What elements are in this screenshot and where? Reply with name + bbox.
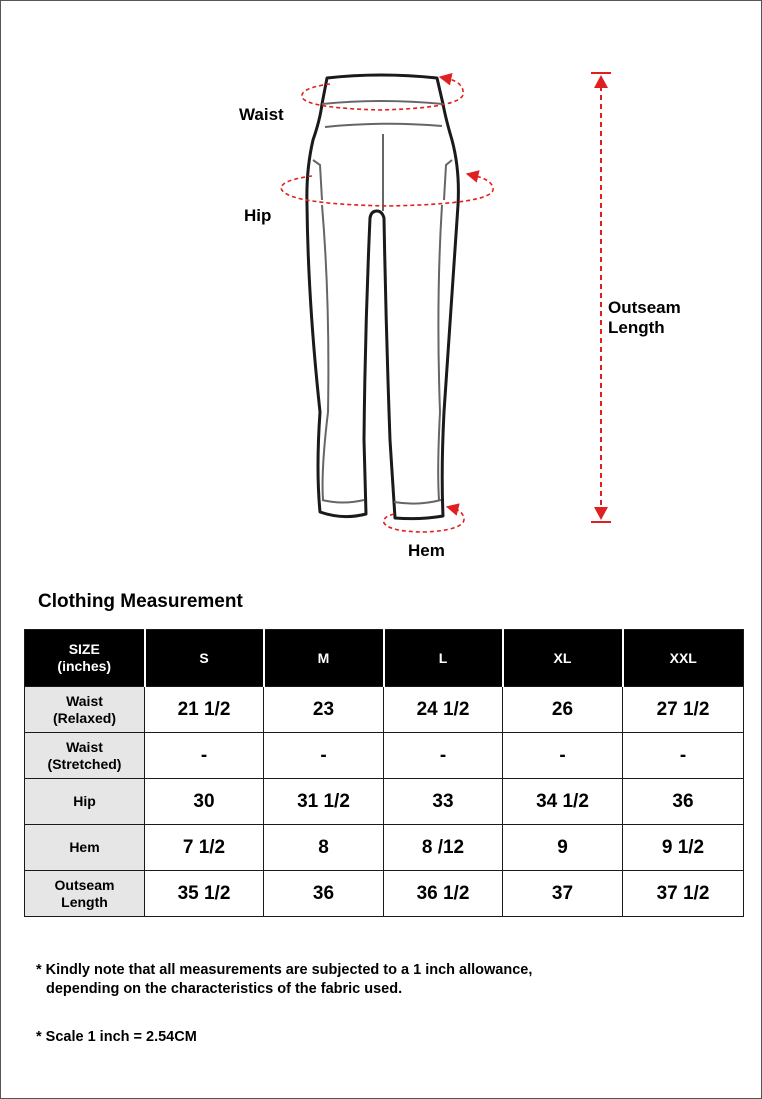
table-row-hip bbox=[25, 779, 744, 825]
table-cell: 9 bbox=[503, 825, 623, 871]
row-label: Outseam Length bbox=[25, 871, 145, 917]
hip-label: Hip bbox=[244, 206, 272, 225]
table-cell: 24 1/2 bbox=[384, 687, 503, 733]
table-row-hem bbox=[25, 825, 744, 871]
row-label: Hem bbox=[25, 825, 145, 871]
table-cell: 9 1/2 bbox=[623, 825, 744, 871]
table-cell: - bbox=[264, 733, 384, 779]
table-cell: 8 /12 bbox=[384, 825, 503, 871]
table-cell: 26 bbox=[503, 687, 623, 733]
size-corner-cell bbox=[25, 630, 145, 687]
section-title: Clothing Measurement bbox=[38, 591, 243, 612]
table-cell: 36 bbox=[623, 779, 744, 825]
size-header-l: L bbox=[384, 630, 503, 687]
size-header-xxl: XXL bbox=[623, 630, 744, 687]
size-corner-line1: SIZE bbox=[68, 641, 100, 657]
size-header-m: M bbox=[264, 630, 384, 687]
size-header-xl: XL bbox=[503, 630, 623, 687]
table-cell: 36 1/2 bbox=[384, 871, 503, 917]
table-cell: 21 1/2 bbox=[145, 687, 264, 733]
hip-measure-loop bbox=[281, 175, 493, 206]
table-cell: 34 1/2 bbox=[503, 779, 623, 825]
table-cell: - bbox=[623, 733, 744, 779]
table-cell: - bbox=[384, 733, 503, 779]
table-cell: 23 bbox=[264, 687, 384, 733]
table-cell: 30 bbox=[145, 779, 264, 825]
allowance-note-line1: * Kindly note that all measurements are subjected to a 1 inch allowance, bbox=[36, 962, 533, 978]
table-cell: 8 bbox=[264, 825, 384, 871]
table-cell: 31 1/2 bbox=[264, 779, 384, 825]
size-header-s: S bbox=[145, 630, 264, 687]
hem-label: Hem bbox=[408, 541, 445, 560]
outseam-length-label bbox=[608, 298, 681, 338]
allowance-note bbox=[36, 961, 532, 999]
table-cell: 33 bbox=[384, 779, 503, 825]
size-corner-line2: (inches) bbox=[57, 658, 112, 674]
row-label: Waist (Relaxed) bbox=[25, 687, 145, 733]
table-cell: - bbox=[503, 733, 623, 779]
table-row-outseam-length bbox=[25, 871, 744, 917]
row-label: Waist (Stretched) bbox=[25, 733, 145, 779]
allowance-note-line2: depending on the characteristics of the fabric used. bbox=[46, 981, 403, 997]
scale-note: * Scale 1 inch = 2.54CM bbox=[36, 1029, 197, 1045]
table-cell: 27 1/2 bbox=[623, 687, 744, 733]
outseam-label-line2: Length bbox=[608, 318, 665, 337]
table-cell: 35 1/2 bbox=[145, 871, 264, 917]
measurement-table bbox=[24, 629, 744, 917]
leggings-stitching bbox=[313, 101, 452, 504]
table-cell: 37 1/2 bbox=[623, 871, 744, 917]
outseam-label-line1: Outseam bbox=[608, 298, 681, 317]
table-cell: 7 1/2 bbox=[145, 825, 264, 871]
waist-label: Waist bbox=[239, 105, 284, 124]
table-cell: 37 bbox=[503, 871, 623, 917]
row-label: Hip bbox=[25, 779, 145, 825]
table-cell: 36 bbox=[264, 871, 384, 917]
table-row-waist-relaxed bbox=[25, 687, 744, 733]
table-cell: - bbox=[145, 733, 264, 779]
size-header-row bbox=[25, 630, 744, 687]
table-row-waist-stretched bbox=[25, 733, 744, 779]
